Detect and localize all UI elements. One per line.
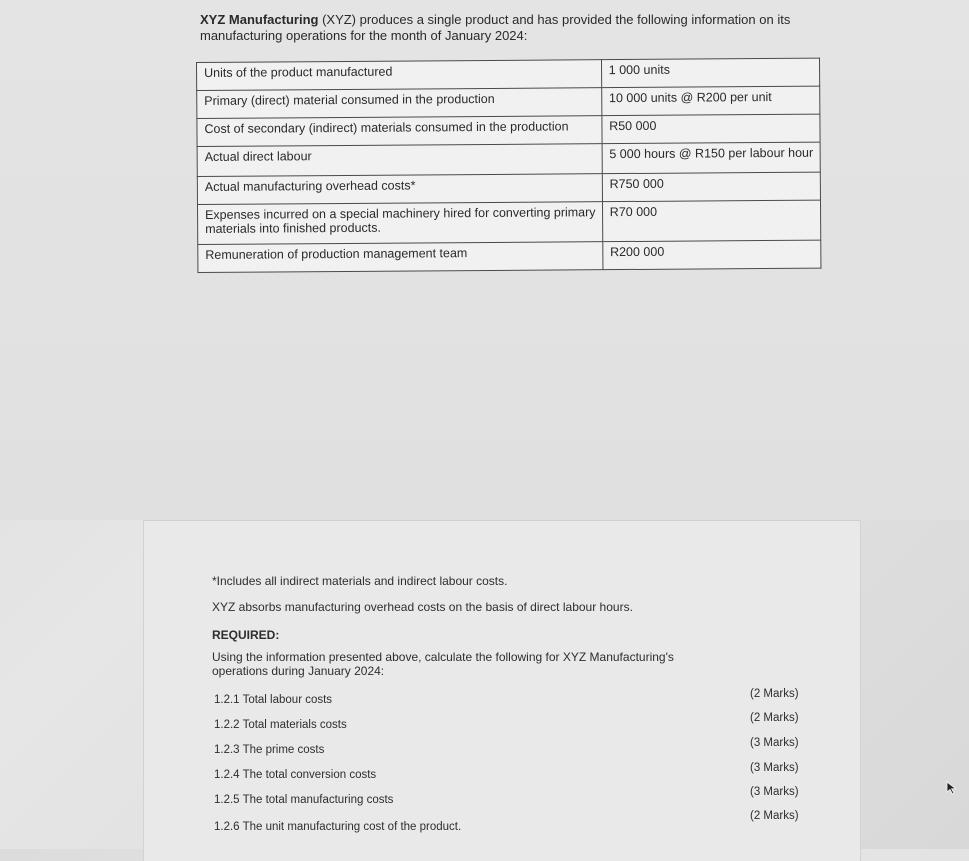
table-row [197,58,820,90]
manufacturing-info-table [196,58,821,273]
question-marks: (2 Marks) [750,712,799,724]
intro-text: (XYZ) produces a single product and has provided the following information on its manufacturing operations for the month of January 2024: [200,12,791,43]
row-value: 1 000 units [601,58,819,88]
row-value: R50 000 [602,114,820,144]
question-marks: (3 Marks) [750,762,799,774]
row-label: Cost of secondary (indirect) materials consumed in the production [197,116,602,147]
table-row [197,86,820,118]
row-value: R200 000 [602,240,820,270]
question-item: 1.2.5 The total manufacturing costs [214,794,394,806]
row-value: R750 000 [602,172,820,202]
question-item: 1.2.1 Total labour costs [214,694,333,706]
table-row [197,142,820,176]
instruction-text: Using the information presented above, calculate the following for XYZ Manufacturing's operations during January 2024: [212,650,674,678]
question-marks: (2 Marks) [750,810,799,822]
table-row [197,200,820,244]
row-label: Remuneration of production management team [198,242,603,273]
row-label: Primary (direct) material consumed in the production [197,88,602,119]
question-item: 1.2.6 The unit manufacturing cost of the product. [214,821,462,833]
row-label: Actual direct labour [197,144,602,177]
absorption-note: XYZ absorbs manufacturing overhead costs on the basis of direct labour hours. [212,600,633,614]
question-item: 1.2.2 Total materials costs [214,719,347,731]
question-item: 1.2.3 The prime costs [214,744,325,756]
row-value: R70 000 [602,200,821,242]
row-label: Expenses incurred on a special machinery hired for converting primary materials into finished products. [197,202,602,245]
footnote: *Includes all indirect materials and indirect labour costs. [212,574,508,588]
intro-paragraph [200,12,840,44]
company-name: XYZ Manufacturing [200,12,319,27]
question-item: 1.2.4 The total conversion costs [214,769,377,781]
required-heading: REQUIRED: [212,628,280,642]
row-label: Units of the product manufactured [197,60,602,91]
question-marks: (3 Marks) [750,786,799,798]
row-value: 5 000 hours @ R150 per labour hour [602,142,821,174]
table-row [197,114,820,146]
question-marks: (2 Marks) [750,688,799,700]
table-row [197,172,820,204]
question-marks: (3 Marks) [750,737,799,749]
table-row [198,240,821,272]
row-label: Actual manufacturing overhead costs* [197,174,602,205]
mouse-pointer-icon [946,781,958,795]
row-value: 10 000 units @ R200 per unit [601,86,819,116]
